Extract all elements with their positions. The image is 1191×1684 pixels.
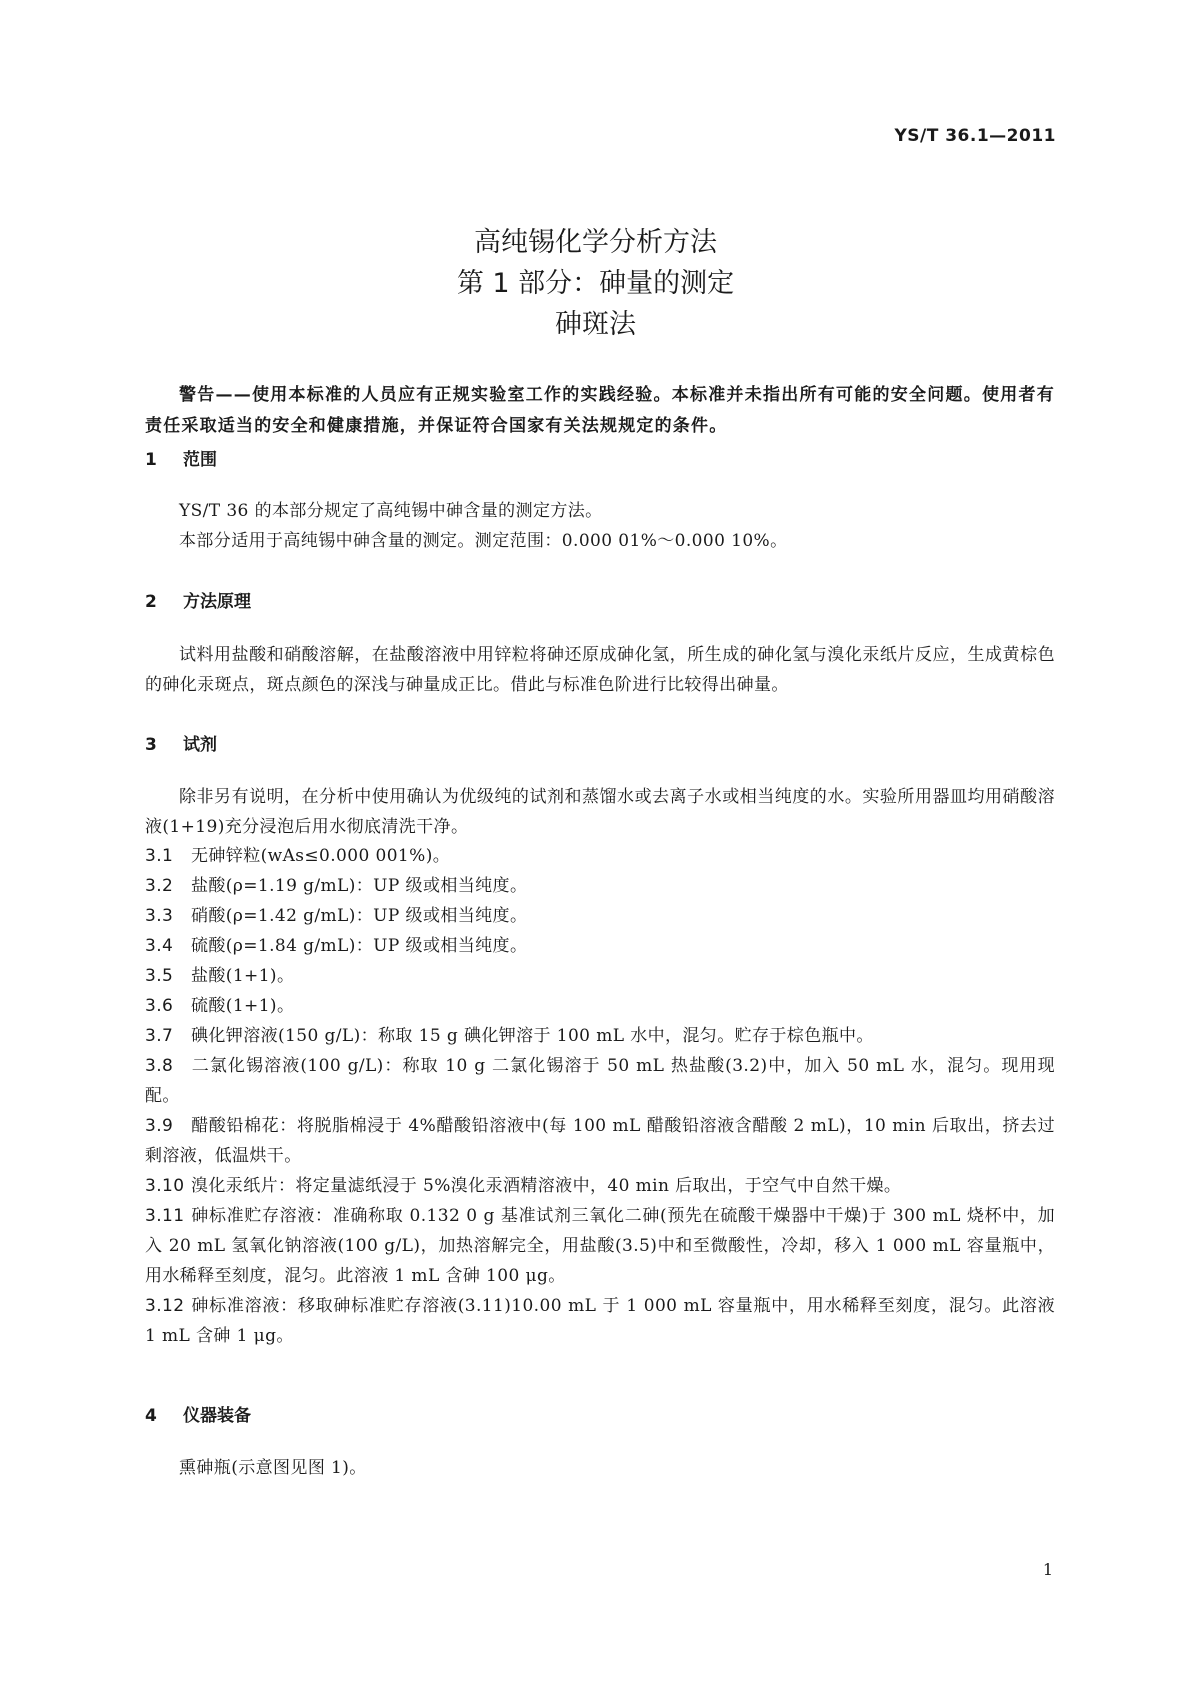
item-text: 砷标准溶液：移取砷标准贮存溶液(3.11)10.00 mL 于 1 000 mL 容量瓶中，用水稀释至刻度，混匀。此溶液 1 mL 含砷 1 μg。 [145,1296,1055,1346]
item-text: 无砷锌粒(wAs≤0.000 001%)。 [191,846,451,866]
list-item [145,1201,1055,1291]
list-item [145,1021,1055,1051]
section-2-heading [145,587,251,612]
section-number: 2 [145,592,157,612]
item-number: 3.4 [145,936,174,956]
section-title: 试剂 [183,735,217,755]
item-number: 3.2 [145,876,174,896]
list-item [145,1051,1055,1111]
item-number: 3.11 [145,1206,185,1226]
list-item [145,1291,1055,1351]
list-item [145,961,1055,991]
section-1-heading [145,445,217,470]
paragraph: 本部分适用于高纯锡中砷含量的测定。测定范围：0.000 01%～0.000 10%。 [179,531,788,551]
page-number: 1 [1042,1560,1053,1579]
document-title [0,222,1191,345]
section-title: 方法原理 [183,592,251,612]
item-text: 盐酸(ρ=1.19 g/mL)：UP 级或相当纯度。 [191,876,528,896]
item-number: 3.10 [145,1176,185,1196]
title-line-1: 高纯锡化学分析方法 [474,227,717,258]
item-text: 硝酸(ρ=1.42 g/mL)：UP 级或相当纯度。 [191,906,528,926]
section-4-body: 熏砷瓶(示意图见图 1)。 [179,1458,367,1478]
item-number: 3.1 [145,846,174,866]
item-text: 溴化汞纸片：将定量滤纸浸于 5%溴化汞酒精溶液中，40 min 后取出，于空气中自然干燥。 [191,1176,902,1196]
standard-code: YS/T 36.1—2011 [894,126,1056,146]
item-text: 硫酸(1+1)。 [191,996,295,1016]
item-number: 3.3 [145,906,174,926]
paragraph: YS/T 36 的本部分规定了高纯锡中砷含量的测定方法。 [179,501,603,521]
list-item [145,931,1055,961]
item-number: 3.5 [145,966,174,986]
section-4-heading [145,1401,251,1426]
item-number: 3.8 [145,1056,174,1076]
section-1-body [145,496,1055,556]
item-text: 醋酸铅棉花：将脱脂棉浸于 4%醋酸铅溶液中(每 100 mL 醋酸铅溶液含醋酸 2 mL)，10 min 后取出，挤去过剩溶液，低温烘干。 [145,1116,1055,1166]
safety-warning: 警告——使用本标准的人员应有正规实验室工作的实践经验。本标准并未指出所有可能的安全问题。使用者有责任采取适当的安全和健康措施，并保证符合国家有关法规规定的条件。 [145,385,1055,436]
item-text: 砷标准贮存溶液：准确称取 0.132 0 g 基准试剂三氧化二砷(预先在硫酸干燥器中干燥)于 300 mL 烧杯中，加入 20 mL 氢氧化钠溶液(100 g/L)，加热溶解完全，用盐酸(3.5)中和至微酸性，冷却，移入 1 000 mL 容量瓶中，用水稀释至刻度，混匀。此溶液 1 mL 含砷 100 μg。 [145,1206,1055,1286]
item-number: 3.6 [145,996,174,1016]
section-number: 4 [145,1406,157,1426]
section-3-intro: 除非另有说明，在分析中使用确认为优级纯的试剂和蒸馏水或去离子水或相当纯度的水。实验所用器皿均用硝酸溶液(1+19)充分浸泡后用水彻底清洗干净。 [145,787,1055,837]
section-number: 3 [145,735,157,755]
title-line-3: 砷斑法 [555,309,636,340]
list-item [145,1171,1055,1201]
section-2-body: 试料用盐酸和硝酸溶解，在盐酸溶液中用锌粒将砷还原成砷化氢，所生成的砷化氢与溴化汞纸片反应，生成黄棕色的砷化汞斑点，斑点颜色的深浅与砷量成正比。借此与标准色阶进行比较得出砷量。 [145,645,1055,695]
item-text: 碘化钾溶液(150 g/L)：称取 15 g 碘化钾溶于 100 mL 水中，混匀。贮存于棕色瓶中。 [191,1026,874,1046]
section-number: 1 [145,450,157,470]
list-item [145,991,1055,1021]
title-line-2: 第 1 部分：砷量的测定 [456,268,735,299]
list-item [145,871,1055,901]
item-number: 3.9 [145,1116,174,1136]
section-title: 范围 [183,450,217,470]
list-item [145,901,1055,931]
section-title: 仪器装备 [183,1406,251,1426]
section-3-heading [145,730,217,755]
list-item [145,1111,1055,1171]
item-text: 盐酸(1+1)。 [191,966,295,986]
item-text: 二氯化锡溶液(100 g/L)：称取 10 g 二氯化锡溶于 50 mL 热盐酸(3.2)中，加入 50 mL 水，混匀。现用现配。 [145,1056,1055,1106]
item-number: 3.7 [145,1026,174,1046]
list-item [145,841,1055,871]
item-text: 硫酸(ρ=1.84 g/mL)：UP 级或相当纯度。 [191,936,528,956]
item-number: 3.12 [145,1296,185,1316]
